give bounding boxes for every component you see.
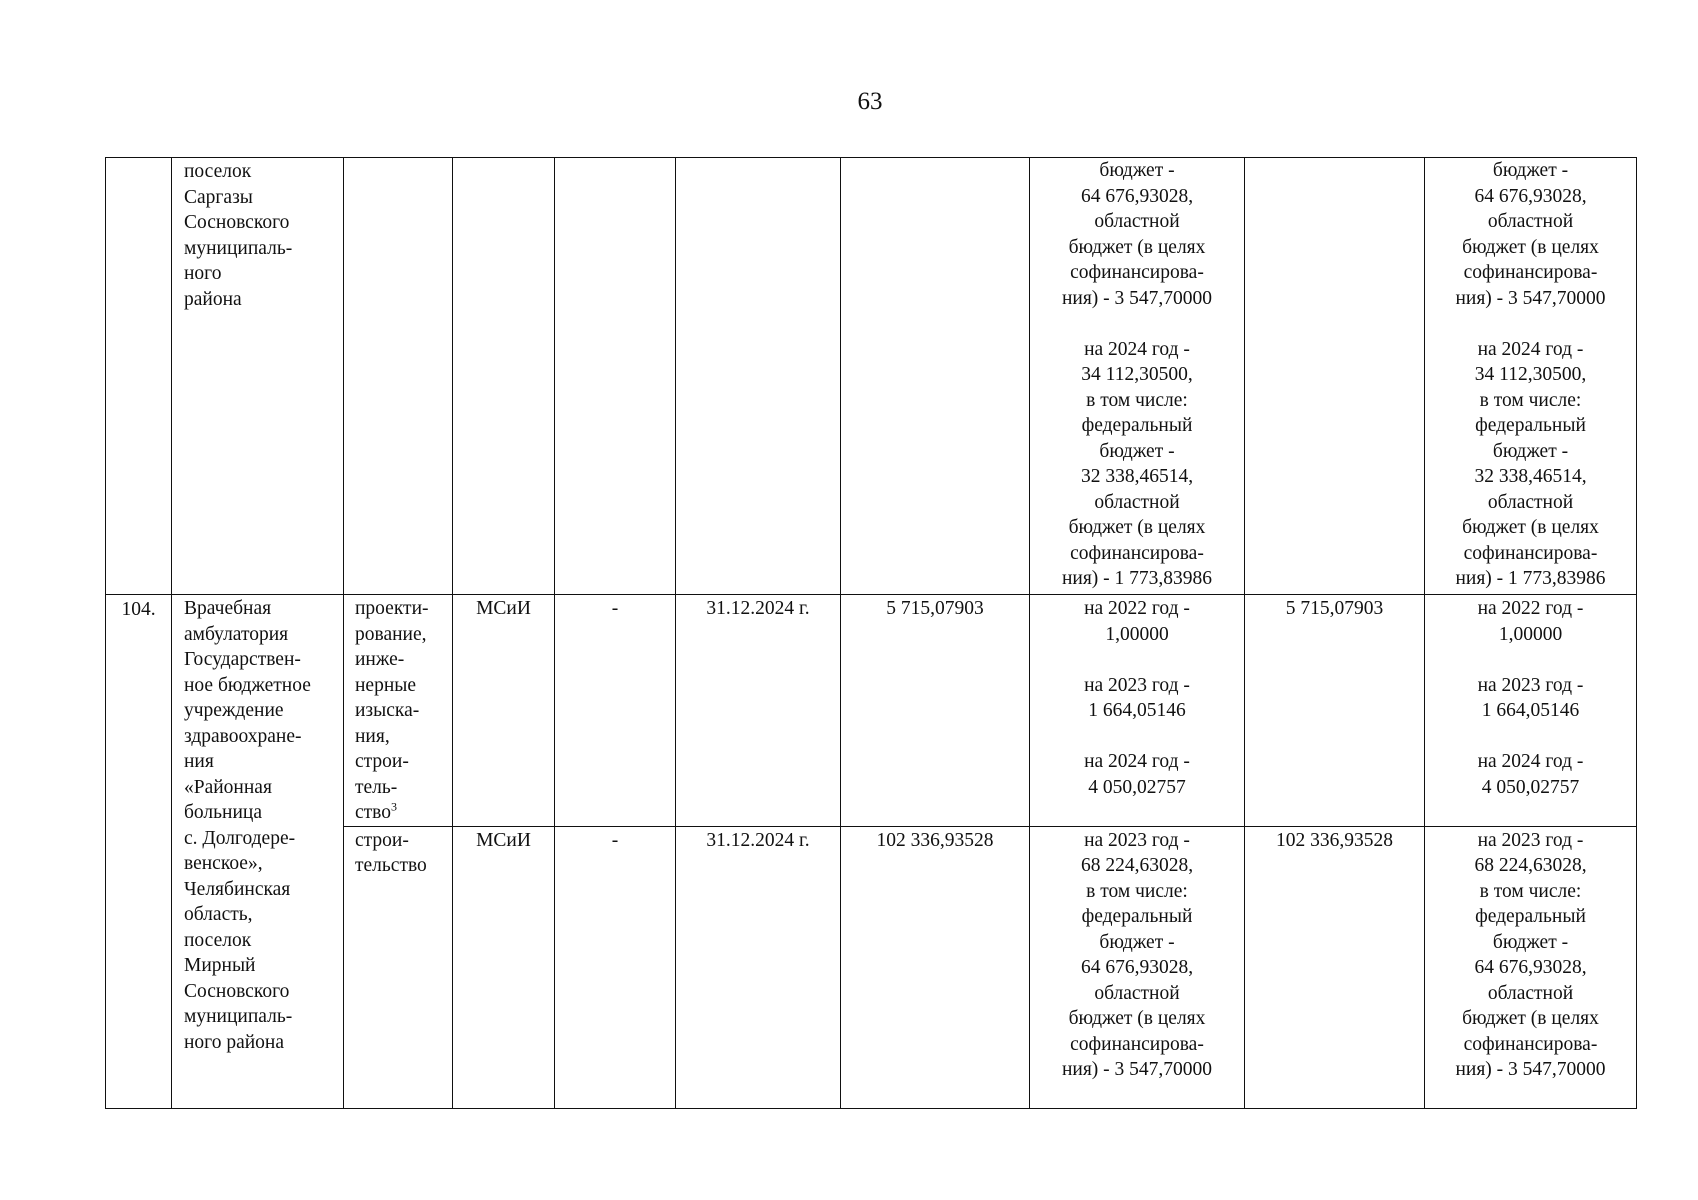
customer-cell [453,826,555,1108]
limit-cell [1245,826,1425,1108]
financing-cell [1030,158,1245,595]
financing-by-year: на 2023 год - 68 224,63028, в том числе: федеральный бюджет - 64 676,93028, областной бюджет (в целях софинансирова- ния) - 3 547,70000 [1061,829,1213,1080]
customer-cell [453,158,555,595]
financing-by-year: на 2022 год - 1,00000 на 2023 год - 1 664,05146 на 2024 год - 4 050,02757 [1084,598,1190,798]
limit-financing-cell [1425,158,1637,595]
row-number-cell [106,158,172,595]
row-number: 104. [121,599,156,620]
investment-objects-table [105,157,1637,1109]
deadline-start-cell [555,595,676,827]
deadline-end: 31.12.2024 г. [706,598,810,619]
limit-total: 5 715,07903 [1285,598,1384,619]
work-type-cell [344,158,453,595]
estimated-cost-cell [841,826,1030,1108]
limit-cell [1245,595,1425,827]
customer: МСиИ [476,829,531,851]
limit-financing-by-year: на 2022 год - 1,00000 на 2023 год - 1 664,05146 на 2024 год - 4 050,02757 [1477,598,1584,798]
deadline-start: - [611,829,619,851]
deadline-start-cell [555,826,676,1108]
work-type: строи- тельство [355,829,427,876]
object-name-cell [172,158,344,595]
object-name: Врачебная амбулатория Государствен- ное бюджетное учреждение здравоохране- ния «Районная больница с. Долгодере- венское», Челябинская область, поселок Мирный Сосновского муниципаль- ного района [184,598,311,1053]
object-name-cell [172,595,344,1109]
work-type-cell [344,826,453,1108]
work-type: проекти- рование, инже- нерные изыска- ния, строи- тель- ство [355,598,429,823]
deadline-start: - [611,598,619,619]
deadline-end-cell [676,158,841,595]
deadline-start-cell [555,158,676,595]
limit-financing-by-year: на 2023 год - 68 224,63028, в том числе: федеральный бюджет - 64 676,93028, областной бюджет (в целях софинансирова- ния) - 3 547,70000 [1455,829,1606,1080]
estimated-cost-cell [841,158,1030,595]
limit-financing-cell [1425,826,1637,1108]
financing-cell [1030,826,1245,1108]
row-number-cell [106,595,172,1109]
limit-financing-cell [1425,595,1637,827]
deadline-end-cell [676,826,841,1108]
financing-cell [1030,595,1245,827]
table-row [106,158,1637,595]
financing-by-year: бюджет - 64 676,93028, областной бюджет (в целях софинансирова- ния) - 3 547,70000 на 2024 год - 34 112,30500, в том числе: федеральный бюджет - 32 338,46514, областной бюджет (в целях софинансирова- ния) - 1 773,83986 [1061,160,1213,589]
footnote-mark: 3 [391,799,398,814]
customer-cell [453,595,555,827]
limit-cell [1245,158,1425,595]
table-row [106,595,1637,827]
object-name: поселок Саргазы Сосновского муниципаль- ного района [184,161,293,310]
page-number: 63 [857,88,883,115]
estimated-cost: 102 336,93528 [876,829,994,851]
limit-financing-by-year: бюджет - 64 676,93028, областной бюджет (в целях софинансирова- ния) - 3 547,70000 на 2024 год - 34 112,30500, в том числе: федеральный бюджет - 32 338,46514, областной бюджет (в целях софинансирова- ния) - 1 773,83986 [1455,160,1606,589]
estimated-cost: 5 715,07903 [886,598,984,619]
limit-total: 102 336,93528 [1276,829,1393,851]
customer: МСиИ [476,598,531,619]
estimated-cost-cell [841,595,1030,827]
deadline-end-cell [676,595,841,827]
deadline-end: 31.12.2024 г. [706,829,810,851]
work-type-cell [344,595,453,827]
